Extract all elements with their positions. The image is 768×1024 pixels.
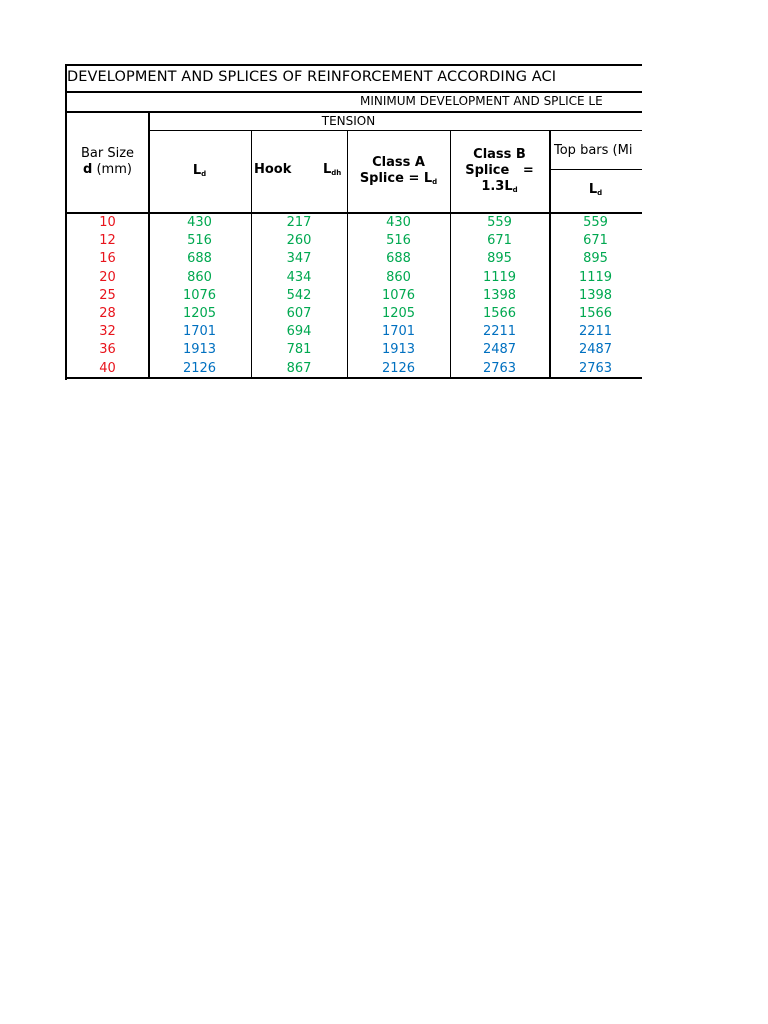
table-row — [65, 232, 642, 250]
title-divider — [65, 91, 642, 93]
bar-size-cell: 20 — [99, 269, 116, 285]
header-hook-ldh: $L_{dh}$ — [323, 162, 342, 177]
class-a-cell: 1701 — [381, 324, 416, 340]
bar-size-cell: 40 — [99, 360, 116, 376]
hook-cell: 260 — [286, 233, 312, 249]
top-bars-cell: 559 — [583, 215, 608, 230]
class-a-cell: 430 — [386, 215, 411, 230]
class-b-cell: 2211 — [482, 324, 517, 340]
class-b-cell: 1566 — [482, 306, 517, 321]
top-bars-cell: 2763 — [578, 360, 613, 376]
class-b-cell: 2763 — [482, 360, 517, 376]
tension-group-header: TENSION — [321, 114, 376, 128]
ld-cell: 516 — [187, 233, 212, 249]
hook-cell: 781 — [286, 342, 312, 358]
ld-cell: 1205 — [182, 306, 217, 321]
hook-cell: 347 — [286, 251, 312, 267]
header-ld: $L_d$ — [192, 163, 207, 178]
header-bar-size: Bar Size d (mm) — [80, 146, 135, 177]
class-a-cell: 1076 — [381, 287, 416, 303]
top-bars-cell: 2211 — [578, 324, 613, 340]
ld-cell: 2126 — [182, 360, 217, 376]
class-a-cell: 516 — [386, 233, 411, 249]
ld-cell: 430 — [187, 215, 212, 230]
table-row — [65, 269, 642, 287]
top-bars-cell: 1119 — [578, 269, 613, 285]
ld-cell: 860 — [187, 269, 212, 285]
table-row — [65, 305, 642, 323]
table-row — [65, 287, 642, 305]
table-row — [65, 360, 642, 378]
table-row — [65, 250, 642, 268]
header-class-a: Class A Splice = $L_d$ — [359, 155, 438, 186]
header-class-b: Class B Splice = $1.3L_d$ — [465, 147, 534, 194]
header-top-bars-ld: $L_d$ — [588, 182, 603, 197]
class-a-cell: 1913 — [381, 342, 416, 358]
hook-cell: 867 — [286, 360, 312, 376]
ld-cell: 1076 — [182, 287, 217, 303]
ld-cell: 688 — [187, 251, 212, 267]
table-border-top — [65, 64, 642, 66]
table-subtitle: MINIMUM DEVELOPMENT AND SPLICE LE — [360, 94, 603, 108]
bar-size-cell: 25 — [99, 287, 116, 303]
class-b-cell: 671 — [487, 233, 512, 249]
subtitle-divider — [65, 111, 642, 113]
table-row — [65, 323, 642, 341]
top-bars-cell: 1566 — [578, 306, 613, 321]
class-a-cell: 1205 — [381, 306, 416, 321]
bar-size-cell: 32 — [99, 324, 116, 340]
class-a-cell: 2126 — [381, 360, 416, 376]
class-a-cell: 688 — [386, 251, 411, 267]
table-row — [65, 341, 642, 359]
ld-cell: 1913 — [182, 342, 217, 358]
hook-cell: 542 — [286, 287, 312, 303]
bar-size-cell: 16 — [99, 251, 116, 267]
top-bars-cell: 2487 — [578, 342, 613, 358]
bar-size-cell: 12 — [99, 233, 116, 249]
tension-divider — [148, 130, 642, 131]
hook-cell: 217 — [286, 215, 312, 230]
class-a-cell: 860 — [386, 269, 411, 285]
hook-cell: 694 — [286, 324, 312, 340]
hook-cell: 434 — [286, 269, 312, 285]
top-bars-cell: 895 — [583, 251, 608, 267]
header-top-bars: Top bars (Mi — [554, 143, 633, 158]
class-b-cell: 1119 — [482, 269, 517, 285]
bar-size-cell: 10 — [99, 215, 116, 230]
table-row — [65, 214, 642, 232]
bar-size-cell: 28 — [99, 306, 116, 321]
class-b-cell: 1398 — [482, 287, 517, 303]
spreadsheet-table — [65, 64, 642, 380]
header-hook: Hook — [254, 162, 292, 177]
top-bars-cell: 671 — [583, 233, 608, 249]
top-bars-divider — [549, 169, 642, 170]
top-bars-cell: 1398 — [578, 287, 613, 303]
ld-cell: 1701 — [182, 324, 217, 340]
bar-size-cell: 36 — [99, 342, 116, 358]
table-title: DEVELOPMENT AND SPLICES OF REINFORCEMENT ACCORDING ACI — [67, 69, 557, 85]
class-b-cell: 895 — [487, 251, 512, 267]
hook-cell: 607 — [286, 306, 312, 321]
class-b-cell: 2487 — [482, 342, 517, 358]
class-b-cell: 559 — [487, 215, 512, 230]
